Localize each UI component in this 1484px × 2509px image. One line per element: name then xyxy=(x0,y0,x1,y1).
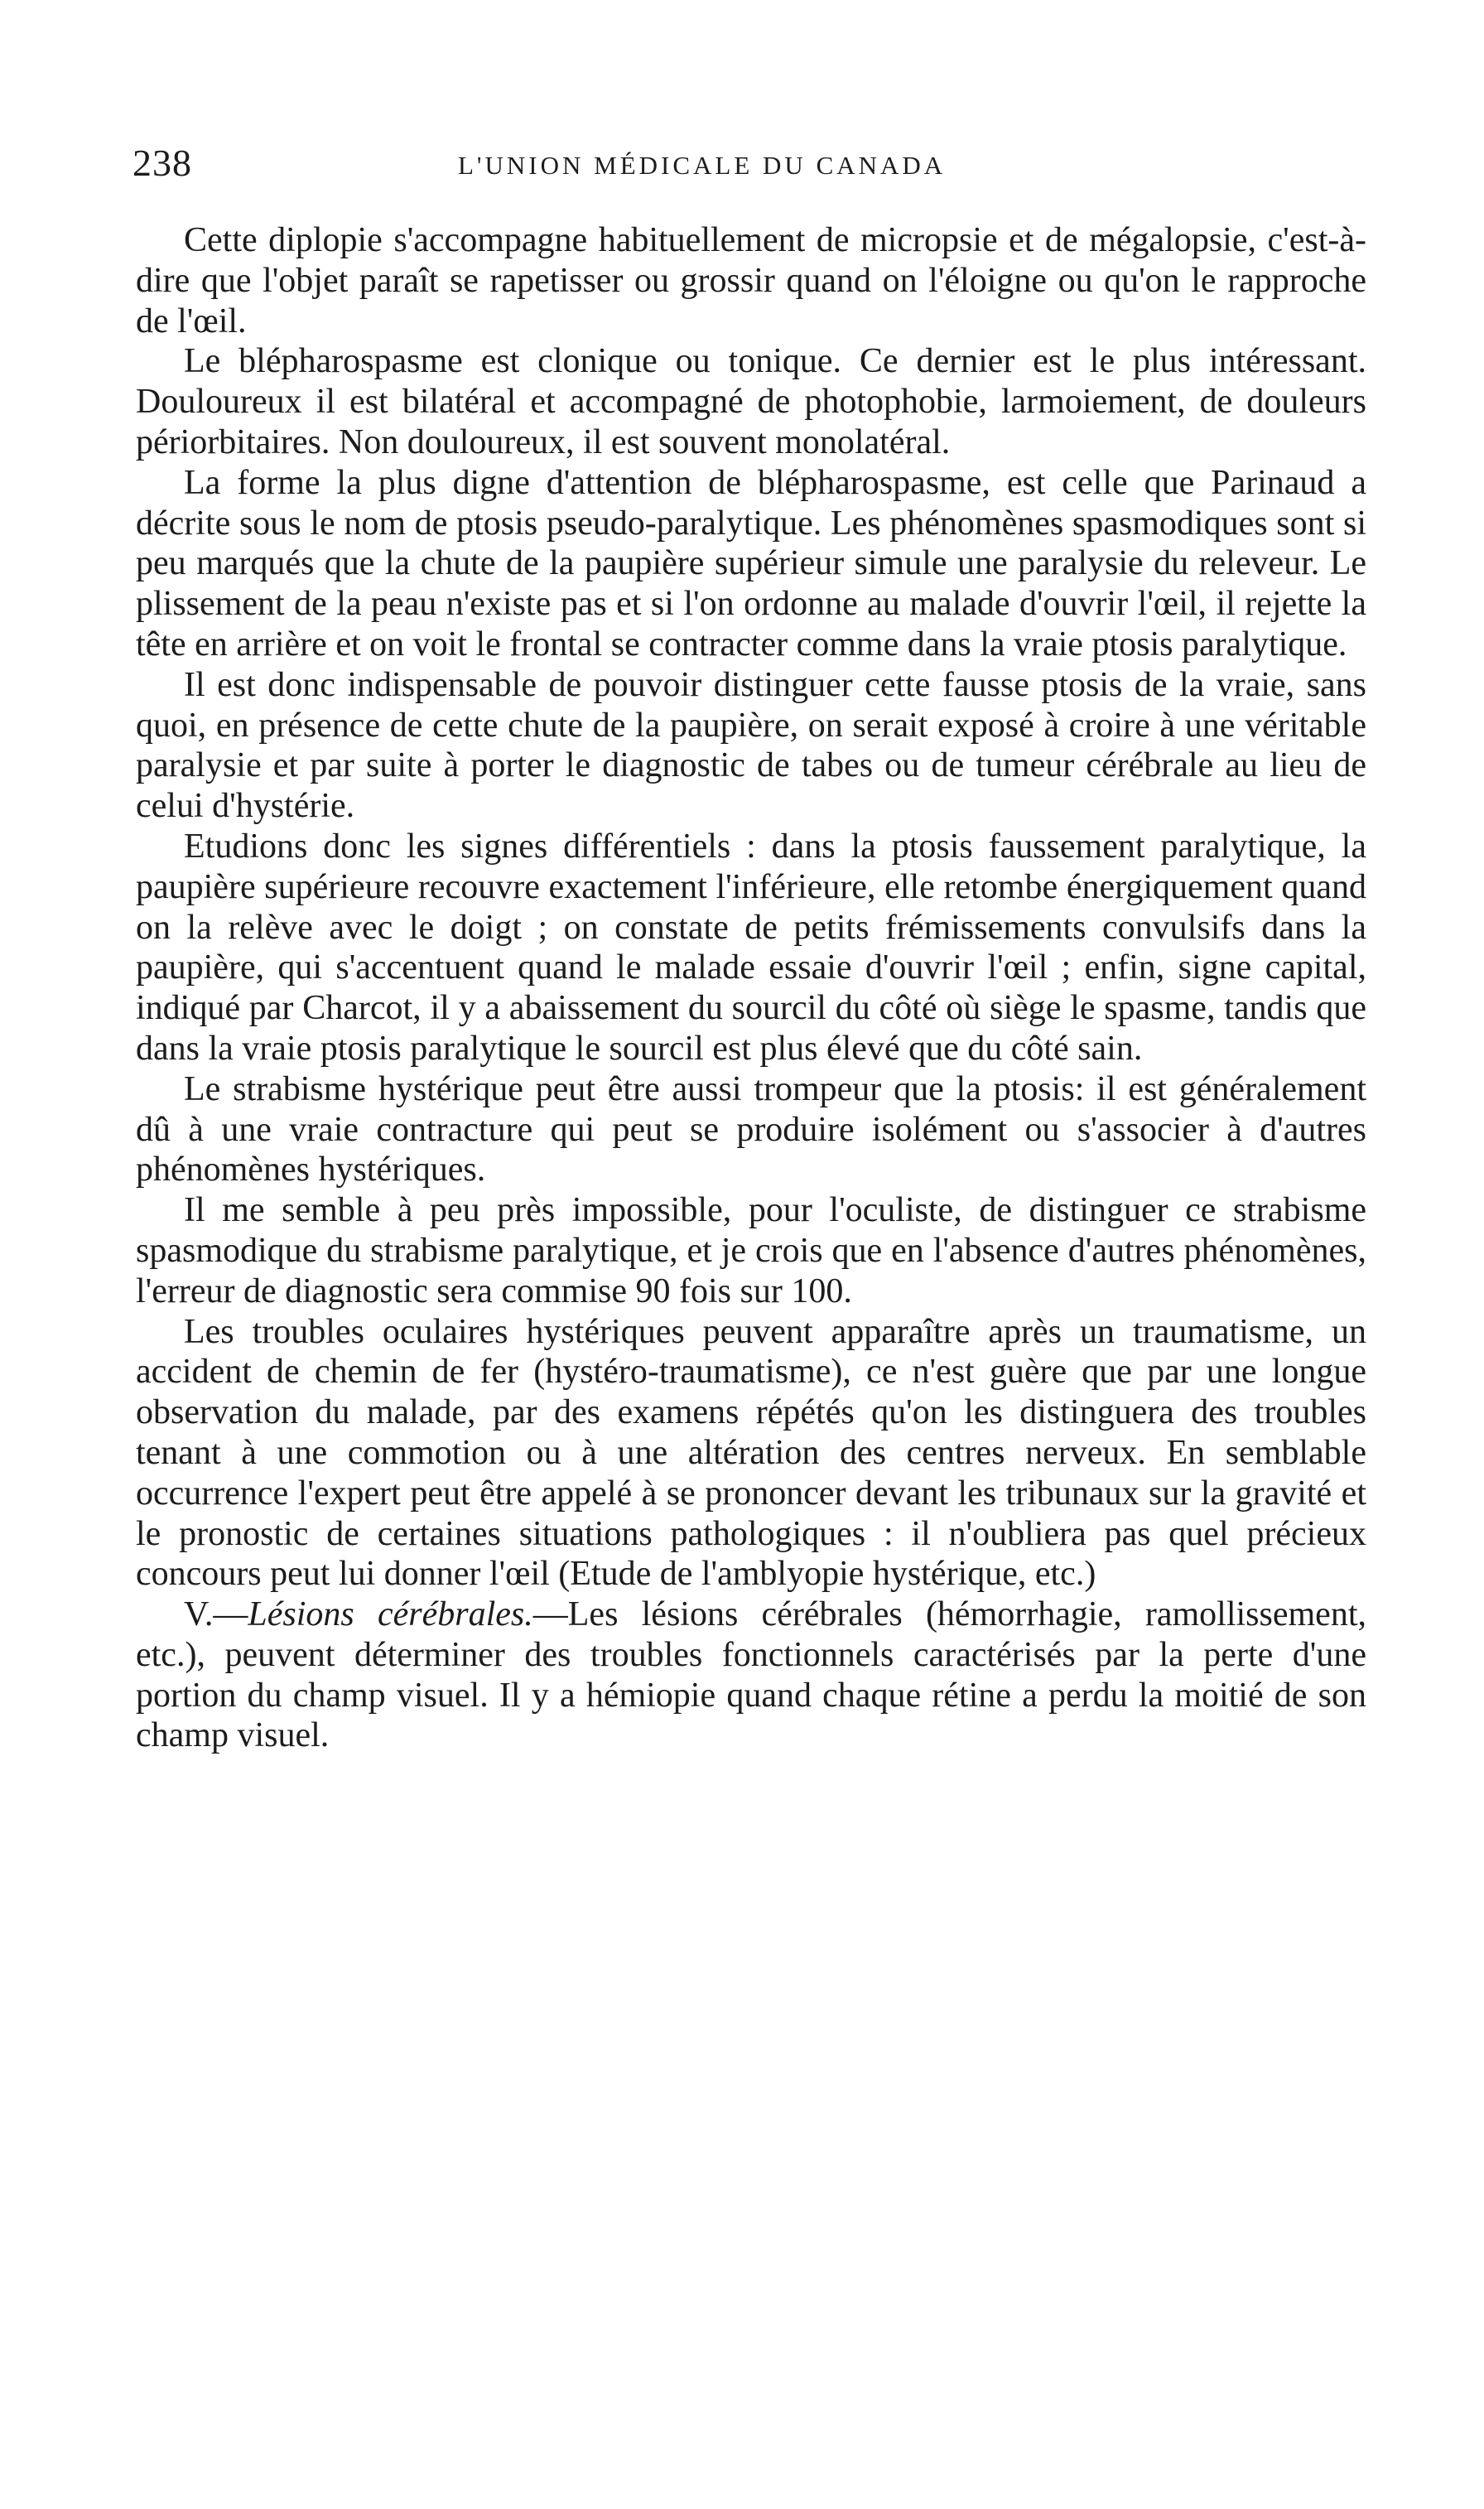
page-number: 238 xyxy=(132,142,192,184)
section-text: —Les lésions cérébrales (hémorrhagie, ramollissement, etc.), peuvent déterminer des troubles fonctionnels caractérisés par la perte d'une portion du champ visuel. Il y a hémiopie quand chaque rétine a perdu la moitié de son champ visuel. xyxy=(136,1595,1366,1755)
body-text xyxy=(136,220,1366,1756)
section-title: Lésions cérébrales. xyxy=(248,1595,533,1634)
paragraph-ptosis-pseudo-paralytique: La forme la plus digne d'attention de blépharospasme, est celle que Parinaud a décrite sous le nom de ptosis pseudo-paralytique. Les phénomènes spasmodiques sont si peu marqués que la chute de la paupière supérieur simule une paralysie du releveur. Le plissement de la peau n'existe pas et si l'on ordonne au malade d'ouvrir l'œil, il rejette la tête en arrière et on voit le frontal se contracter comme dans la vraie ptosis paralytique. xyxy=(136,463,1366,663)
paragraph-signes-differentiels: Etudions donc les signes différentiels : dans la ptosis faussement paralytique, la paupière supérieure recouvre exactement l'inférieure, elle retombe énergiquement quand on la relève avec le doigt ; on constate de petits frémissements convulsifs dans la paupière, qui s'accentuent quand le malade essaie d'ouvrir l'œil ; enfin, signe capital, indiqué par Charcot, il y a abaissement du sourcil du côté où siège le spasme, tandis que dans la vraie ptosis paralytique le sourcil est plus élevé que du côté sain. xyxy=(136,827,1366,1068)
paragraph-strabisme-hysterique: Le strabisme hystérique peut être aussi trompeur que la ptosis: il est généralement dû à une vraie contracture qui peut se produire isolément ou s'associer à d'autres phénomènes hystériques. xyxy=(136,1069,1366,1189)
paragraph-lesions-cerebrales xyxy=(136,1595,1366,1756)
paragraph-diplopie: Cette diplopie s'accompagne habituellement de micropsie et de mégalopsie, c'est-à-dire que l'objet paraît se rapetisser ou grossir quand on l'éloigne ou qu'on le rapproche de l'œil. xyxy=(136,221,1366,340)
page-header xyxy=(132,142,1375,184)
paragraph-distinguer-ptosis: Il est donc indispensable de pouvoir distinguer cette fausse ptosis de la vraie, sans quoi, en présence de cette chute de la paupière, on serait exposé à croire à une véritable paralysie et par suite à porter le diagnostic de tabes ou de tumeur cérébrale au lieu de celui d'hystérie. xyxy=(136,665,1366,826)
paragraph-troubles-oculaires: Les troubles oculaires hystériques peuvent apparaître après un traumatisme, un accident de chemin de fer (hystéro-traumatisme), ce n'est guère que par une longue observation du malade, par des examens répétés qu'on les distinguera des troubles tenant à une commotion ou à une altération des centres nerveux. En semblable occurrence l'expert peut être appelé à se prononcer devant les tribunaux sur la gravité et le pronostic de certaines situations pathologiques : il n'oubliera pas quel précieux concours peut lui donner l'œil (Etude de l'amblyopie hystérique, etc.) xyxy=(136,1312,1366,1594)
paragraph-strabisme-spasmodique: Il me semble à peu près impossible, pour l'oculiste, de distinguer ce strabisme spasmodique du strabisme paralytique, et je crois que en l'absence d'autres phénomènes, l'erreur de diagnostic sera commise 90 fois sur 100. xyxy=(136,1191,1366,1310)
paragraph-blepharospasme: Le blépharospasme est clonique ou tonique. Ce dernier est le plus intéressant. Douloureux il est bilatéral et accompagné de photophobie, larmoiement, de douleurs périorbitaires. Non douloureux, il est souvent monolatéral. xyxy=(136,342,1366,461)
running-title: L'UNION MÉDICALE DU CANADA xyxy=(458,151,947,180)
section-number: V.— xyxy=(184,1595,248,1634)
